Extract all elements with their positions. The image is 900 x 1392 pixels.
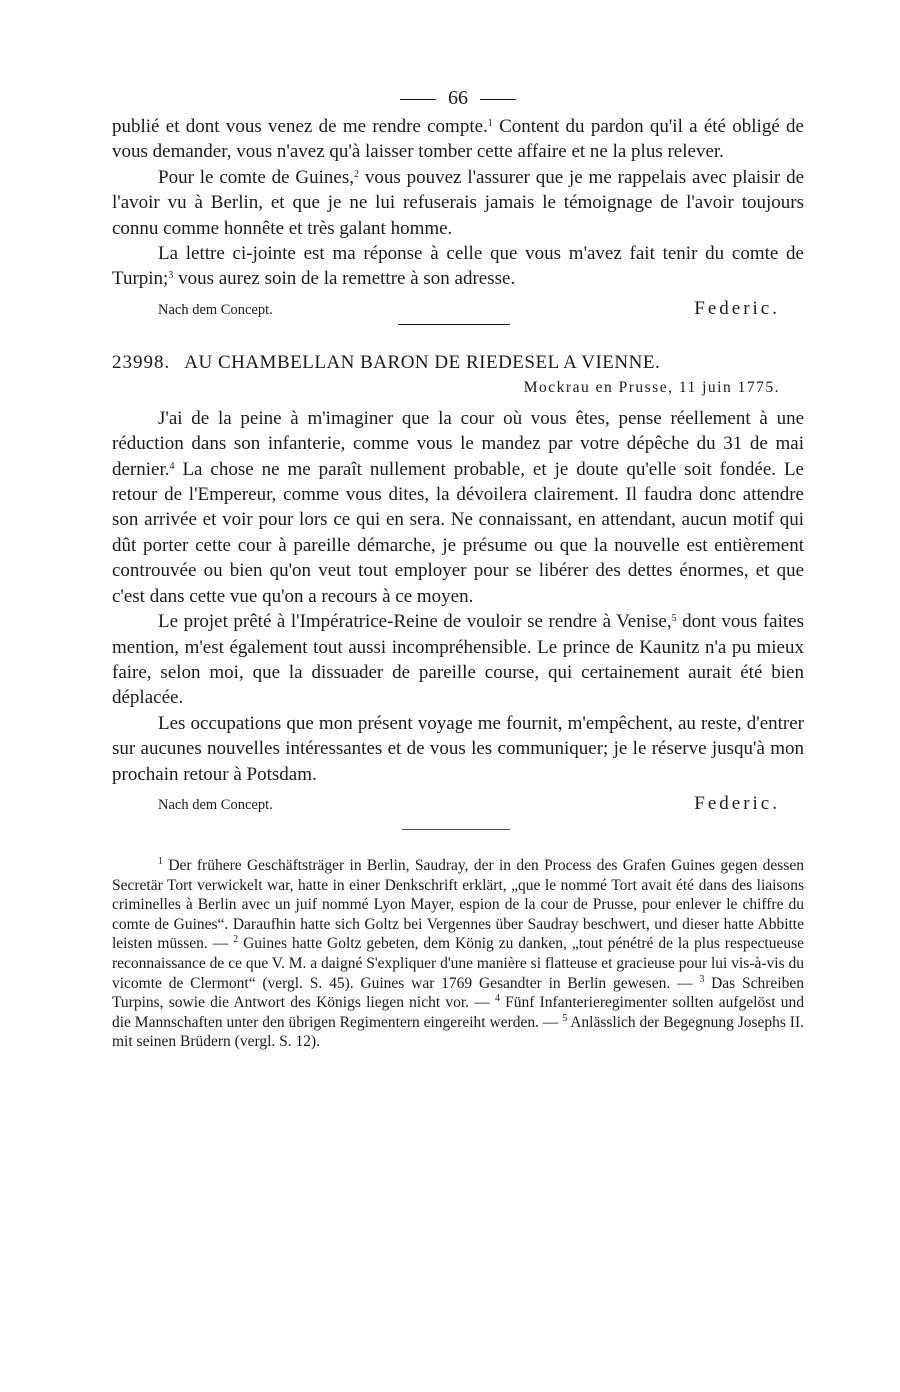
letter2-title: AU CHAMBELLAN BARON DE RIEDESEL A VIENNE. [184, 351, 661, 373]
letter1-p1-text: publié et dont vous venez de me rendre compte. [112, 116, 488, 137]
letter2-date: 11 juin 1775. [678, 378, 780, 396]
letter2-signature: Federic. [694, 792, 780, 814]
letter2-paragraph-1 [112, 406, 804, 609]
letter1-p3a-text: La lettre ci-jointe est ma réponse à celle que vous m'avez fait tenir du comte de Turpin; [112, 243, 804, 290]
letter1-p3b-text: vous aurez soin de la remettre à son adresse. [173, 268, 516, 290]
letter1-p1b-text: Content du pardon qu'il a été obligé de vous demander, vous n'avez qu'à laisser tomber cette affaire et ne la plus relever. [112, 116, 804, 163]
letter1-paragraph-1 [112, 114, 804, 165]
footnote-mark-1: 1 [158, 855, 163, 867]
letter2-number: 23998. [112, 351, 171, 373]
letter2-place: Mockrau en Prusse, [523, 378, 674, 396]
letter1-signature: Federic. [694, 297, 780, 319]
letter2-source: Nach dem Concept. [158, 796, 273, 813]
footnote-ref-4: 4 [169, 460, 175, 472]
letter2-paragraph-2 [112, 609, 804, 711]
letter1-p2a-text: Pour le comte de Guines, [158, 166, 354, 188]
footnote-3: Das Schreiben Turpins, sowie die Antwort des Königs liegen nicht vor. — [112, 974, 804, 1012]
footnote-5: Anlässlich der Begegnung Josephs II. mit seinen Brüdern (vergl. S. 12). [112, 1013, 804, 1051]
letter2-p1a-text: J'ai de la peine à m'imaginer que la cour où vous êtes, pense réellement à une réduction dans son infanterie, comme vous le mandez par votre dépêche du 31 de mai dernier. [112, 407, 804, 480]
footnotes [112, 856, 804, 1052]
footnote-1: Der frühere Geschäftsträger in Berlin, Saudray, der in den Process des Grafen Guines gegen dessen Secretär Tort verwickelt war, hatte in einer Denkschrift erklärt, „que le nommé Tort avait été dans des liaisons criminelles à Berlin avec un juif nommé Lyon Mayer, espion de la cour de Prusse, pour enlever le chiffre du comte de Guines“. Daraufhin hatte sich Goltz bei Vergennes über Saudray beschwert, und dieser hatte Abbitte leisten müssen. — [112, 856, 804, 953]
page-number-dash-left [400, 99, 436, 100]
page-number-line [112, 84, 804, 112]
letter2-heading [112, 350, 804, 376]
footnote-mark-5: 5 [562, 1012, 568, 1024]
footnote-mark-2: 2 [233, 934, 239, 946]
footnote-ref-3: 3 [168, 270, 174, 282]
footnote-2: Guines hatte Goltz gebeten, dem König zu danken, „tout pénétré de la plus respectueuse reconnaissance de ce que V. M. a daigné S'expliquer d'une manière si flatteuse et gracieuse pour lui vis-à-vis du vicomte de Clermont“ (vergl. S. 45). Guines war 1769 Gesandter in Berlin gewesen. — [112, 935, 804, 992]
page-number-dash-right [480, 99, 516, 100]
letter2-sign-off [112, 793, 804, 819]
letter2-dateline [112, 376, 804, 400]
letter1-paragraph-2 [112, 165, 804, 241]
letter2-p1b-text: La chose ne me paraît nullement probable, et je doute qu'elle soit fondée. Le retour de l'Empereur, comme vous dites, la dévoilera clairement. Il faudra donc attendre son arrivée et voir pour lors ce qui en sera. Ne connaissant, en attendant, aucun motif qui dût porter cette cour à pareille démarche, je présume ou que la nouvelle est entièrement controuvée ou bien qu'on veut tout employer pour se libérer des dettes énormes, et que c'est dans cette vue qu'on a recours à ce moyen. [112, 458, 804, 607]
footnotes-text [112, 856, 804, 1052]
letter1-sign-off [112, 298, 804, 324]
book-page [112, 84, 804, 1052]
letter2-p2a-text: Le projet prêté à l'Impératrice-Reine de vouloir se rendre à Venise, [158, 611, 672, 633]
letter-separator-rule [398, 324, 510, 325]
footnote-mark-4: 4 [494, 993, 500, 1005]
letter2-paragraph-3: Les occupations que mon présent voyage me fournit, m'empêchent, au reste, d'entrer sur aucunes nouvelles intéressantes et de vous les communiquer; je le réserve jusqu'à mon prochain retour à Potsdam. [112, 712, 804, 785]
footnote-ref-5: 5 [671, 613, 677, 625]
letter1-source: Nach dem Concept. [158, 301, 273, 318]
page-number: 66 [448, 87, 468, 109]
footnote-ref-2: 2 [353, 168, 359, 180]
footnote-ref-1: 1 [487, 118, 493, 129]
footnote-4: Fünf Infanterieregimenter sollten aufgelöst und die Mannschaften unter den übrigen Regimentern eingereiht werden. — [112, 994, 804, 1031]
letter1-paragraph-3 [112, 241, 804, 292]
letter2-p2b-text: dont vous faites mention, m'est également tout aussi incompréhensible. Le prince de Kaunitz n'a pu mieux faire, selon moi, que la dissuader de pareille course, qui certainement aurait été bien déplacée. [112, 611, 804, 709]
letter1-p2b-text: vous pouvez l'assurer que je me rappelais avec plaisir de l'avoir vu à Berlin, et que je ne lui refuserais jamais le témoignage de l'avoir toujours connu comme honnête et très galant homme. [112, 166, 804, 239]
footnote-separator-rule [402, 829, 510, 830]
footnote-mark-3: 3 [699, 973, 705, 985]
